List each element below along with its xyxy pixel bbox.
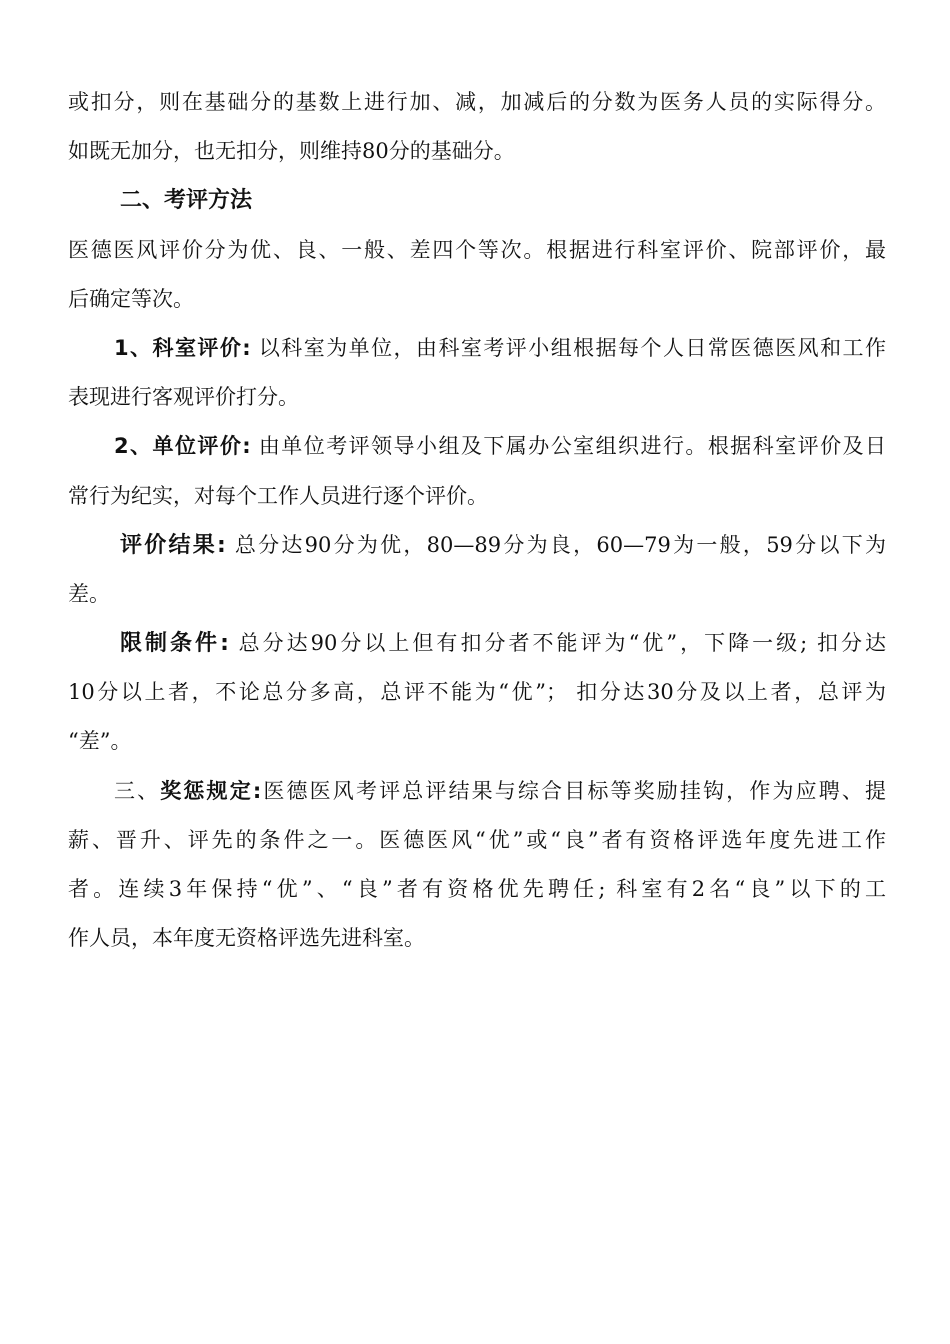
p7-line-3: 者。连续3年保持“优”、“良”者有资格优先聘任; 科室有2名“良”以下的工 bbox=[68, 877, 886, 901]
p1-line-2: 如既无加分，也无扣分，则维持80分的基础分。 bbox=[68, 139, 515, 164]
p2-line-2: 后确定等次。 bbox=[68, 286, 194, 311]
p3-text-1: 以科室为单位，由科室考评小组根据每个人日常医德医风和工作 bbox=[258, 335, 887, 360]
section-2-title: 二、考评方法 bbox=[120, 188, 253, 214]
p6-line-2: 10分以上者，不论总分多高，总评不能为“优”； 扣分达30分及以上者，总评为 bbox=[68, 680, 886, 705]
p4-line-1 bbox=[68, 422, 886, 471]
p7-line-4: 作人员，本年度无资格评选先进科室。 bbox=[68, 926, 425, 951]
p7-text-1: 医德医风考评总评结果与综合目标等奖励挂钩，作为应聘、提 bbox=[261, 778, 887, 803]
p3-label: 1、科室评价: bbox=[114, 335, 251, 360]
p3-line-1 bbox=[68, 324, 886, 373]
p7-line-1 bbox=[68, 767, 886, 816]
p4-label: 2、单位评价: bbox=[114, 434, 251, 459]
document-page bbox=[68, 78, 886, 963]
p6-label: 限制条件: bbox=[120, 631, 229, 657]
p5-label: 评价结果: bbox=[120, 532, 226, 558]
p7-line-2: 薪、晋升、评先的条件之一。医德医风“优”或“良”者有资格评选年度先进工作 bbox=[68, 827, 886, 852]
p7-label: 奖惩规定: bbox=[160, 778, 262, 803]
p6-line-3: “差”。 bbox=[68, 729, 132, 754]
p5-line-2: 差。 bbox=[68, 581, 110, 606]
p7-prefix: 三、 bbox=[114, 778, 161, 803]
p1-line-1: 或扣分，则在基础分的基数上进行加、减，加减后的分数为医务人员的实际得分。 bbox=[68, 90, 886, 114]
p5-text-1: 总分达90分为优，80—89分为良，60—79为一般，59分以下为 bbox=[234, 532, 886, 557]
p3-line-2: 表现进行客观评价打分。 bbox=[68, 385, 299, 410]
p4-text-1: 由单位考评领导小组及下属办公室组织进行。根据科室评价及日 bbox=[258, 434, 887, 459]
p6-text-1: 总分达90分以上但有扣分者不能评为“优”，下降一级; 扣分达 bbox=[238, 631, 886, 656]
p4-line-2: 常行为纪实，对每个工作人员进行逐个评价。 bbox=[68, 483, 488, 508]
p5-line-1 bbox=[68, 521, 886, 570]
p2-line-1: 医德医风评价分为优、良、一般、差四个等次。根据进行科室评价、院部评价，最 bbox=[68, 237, 886, 262]
p6-line-1 bbox=[68, 619, 886, 668]
